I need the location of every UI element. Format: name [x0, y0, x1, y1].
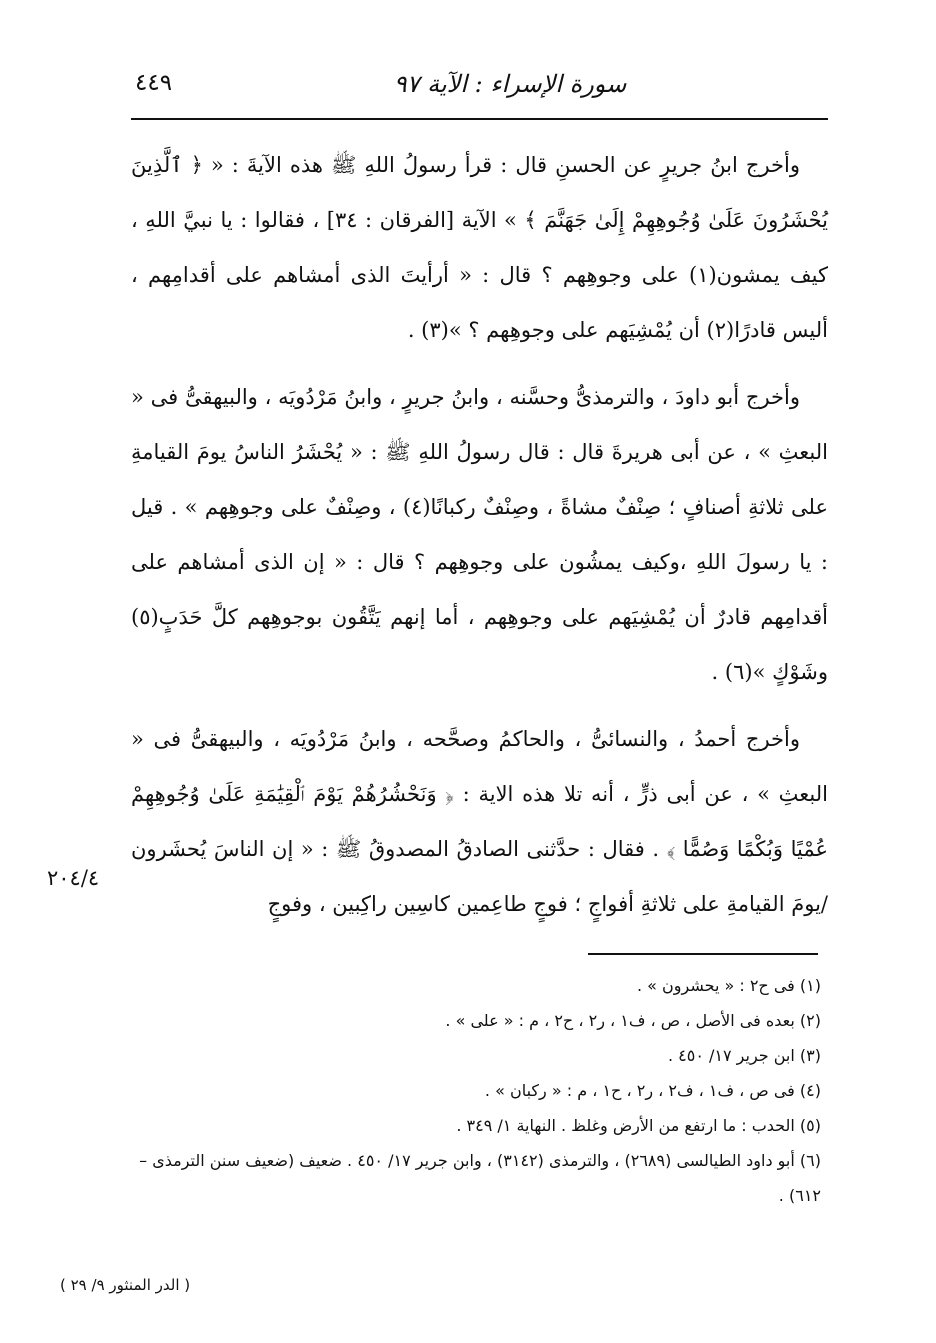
- footnote: (١) فى ح٢ : « يحشرون » .: [636, 976, 821, 995]
- footnotes: [131, 968, 821, 1213]
- footnote: (٢) بعده فى الأصل ، ص ، ف١ ، ر٢ ، ح٢ ، م : « على » .: [445, 1011, 821, 1030]
- page-number: ٤٤٩: [135, 70, 173, 96]
- running-title: سورة الإسراء : الآية ٩٧: [393, 70, 627, 98]
- header-rule: [131, 118, 828, 120]
- footnote: (٥) الحدب : ما ارتفع من الأرض وغلظ . النهاية ١/ ٣٤٩ .: [456, 1116, 821, 1135]
- footnote: (٣) ابن جرير ١٧/ ٤٥٠ .: [667, 1046, 821, 1065]
- paragraph: وأخرج ابنُ جريرٍ عن الحسنِ قال : قرأ رسولُ اللهِ ﷺ هذه الآيةَ : « ﴿ ٱلَّذِينَ يُحْشَرُونَ عَلَىٰ وُجُوهِهِمْ إِلَىٰ جَهَنَّمَ ﴾ » الآية [الفرقان : ٣٤] ، فقالوا : يا نبيَّ اللهِ ، كيف يمشون(١) على وجوهِهم ؟ قال : « أرأيتَ الذى أمشاهم على أقدامِهم ، أليس قادرًا(٢) أن يُمْشِيَهم على وجوهِهم ؟ »(٣) .: [131, 153, 828, 342]
- main-text: [131, 138, 828, 944]
- footnote: (٤) فى ص ، ف١ ، ف٢ ، ر٢ ، ح١ ، م : « ركبان » .: [484, 1081, 821, 1100]
- page-footer: ( الدر المنثور ٩/ ٢٩ ): [60, 1276, 191, 1294]
- footnote: (٦) أبو داود الطيالسى (٢٦٨٩) ، والترمذى (٣١٤٢) ، وابن جرير ١٧/ ٤٥٠ . ضعيف (ضعيف سنن الترمذى – ٦١٢) .: [139, 1151, 821, 1205]
- paragraph: وأخرج أحمدُ ، والنسائىُّ ، والحاكمُ وصحَّحه ، وابنُ مَرْدُويَه ، والبيهقىُّ فى « البعثِ » ، عن أبى ذرٍّ ، أنه تلا هذه الاية : ﴿ وَنَحْشُرُهُمْ يَوْمَ ٱلْقِيَٰمَةِ عَلَىٰ وُجُوهِهِمْ عُمْيًا وَبُكْمًا وَصُمًّا ﴾ . فقال : حدَّثنى الصادقُ المصدوقُ ﷺ : « إن الناسَ يُحشَرون /يومَ القيامةِ على ثلاثةِ أفواجٍ ؛ فوجٍ طاعِمين كاسِين راكِبين ، وفوجٍ: [131, 727, 828, 916]
- side-reference: ٢٠٤/٤: [47, 866, 100, 890]
- footnote-rule: [588, 953, 818, 955]
- paragraph: وأخرج أبو داودَ ، والترمذىُّ وحسَّنه ، وابنُ جريرٍ ، وابنُ مَرْدُويَه ، والبيهقىُّ فى « البعثِ » ، عن أبى هريرةَ قال : قال رسولُ اللهِ ﷺ : « يُحْشَرُ الناسُ يومَ القيامةِ على ثلاثةِ أصنافٍ ؛ صِنْفٌ مشاةً ، وصِنْفٌ ركبانًا(٤) ، وصِنْفٌ على وجوهِهم » . قيل : يا رسولَ اللهِ ،وكيف يمشُون على وجوهِهم ؟ قال : « إن الذى أمشاهم على أقدامِهم قادرٌ أن يُمْشِيَهم على وجوهِهم ، أما إنهم يَتَّقُون بوجوهِهم كلَّ حَدَبٍ(٥) وشَوْكٍ »(٦) .: [131, 385, 828, 684]
